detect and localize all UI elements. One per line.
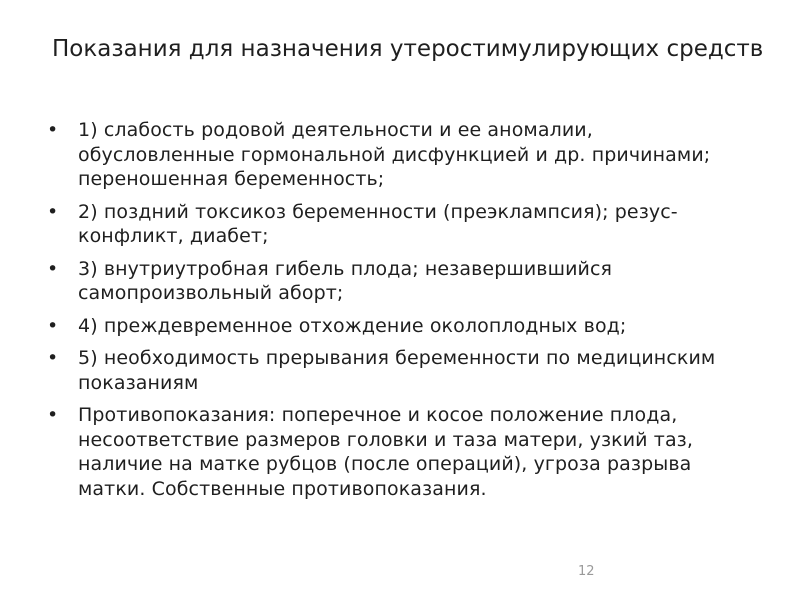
bullet-icon: •: [47, 347, 59, 369]
bullet-icon: •: [47, 404, 59, 426]
list-item-text: 3) внутриутробная гибель плода; незавершившийся самопроизвольный аборт;: [78, 257, 613, 304]
list-item: [47, 403, 747, 501]
slide-title: Показания для назначения утеростимулирующих средств: [52, 36, 764, 62]
page-number: 12: [578, 564, 595, 579]
bullet-list: [47, 118, 747, 509]
list-item: [47, 346, 747, 395]
bullet-icon: •: [47, 200, 59, 223]
list-item: [47, 257, 747, 306]
bullet-icon: •: [47, 314, 59, 337]
list-item-text: 4) преждевременное отхождение околоплодных вод;: [78, 314, 627, 337]
bullet-icon: •: [47, 257, 59, 280]
list-item-text: 5) необходимость прерывания беременности по медицинским показаниям: [78, 347, 716, 394]
list-item: [47, 314, 747, 339]
list-item: [47, 118, 747, 192]
bullet-icon: •: [47, 119, 59, 141]
list-item-text: 1) слабость родовой деятельности и ее аномалии, обусловленные гормональной дисфункцией и др. причинами; переношенная беременность;: [78, 119, 711, 190]
list-item-text: Противопоказания: поперечное и косое положение плода, несоответствие размеров головки и таза матери, узкий таз, наличие на матке рубцов (после операций), угроза разрыва матки. Собственные противопоказания.: [78, 404, 694, 500]
list-item-text: 2) поздний токсикоз беременности (преэклампсия); резус-конфликт, диабет;: [78, 200, 678, 247]
list-item: [47, 200, 747, 249]
